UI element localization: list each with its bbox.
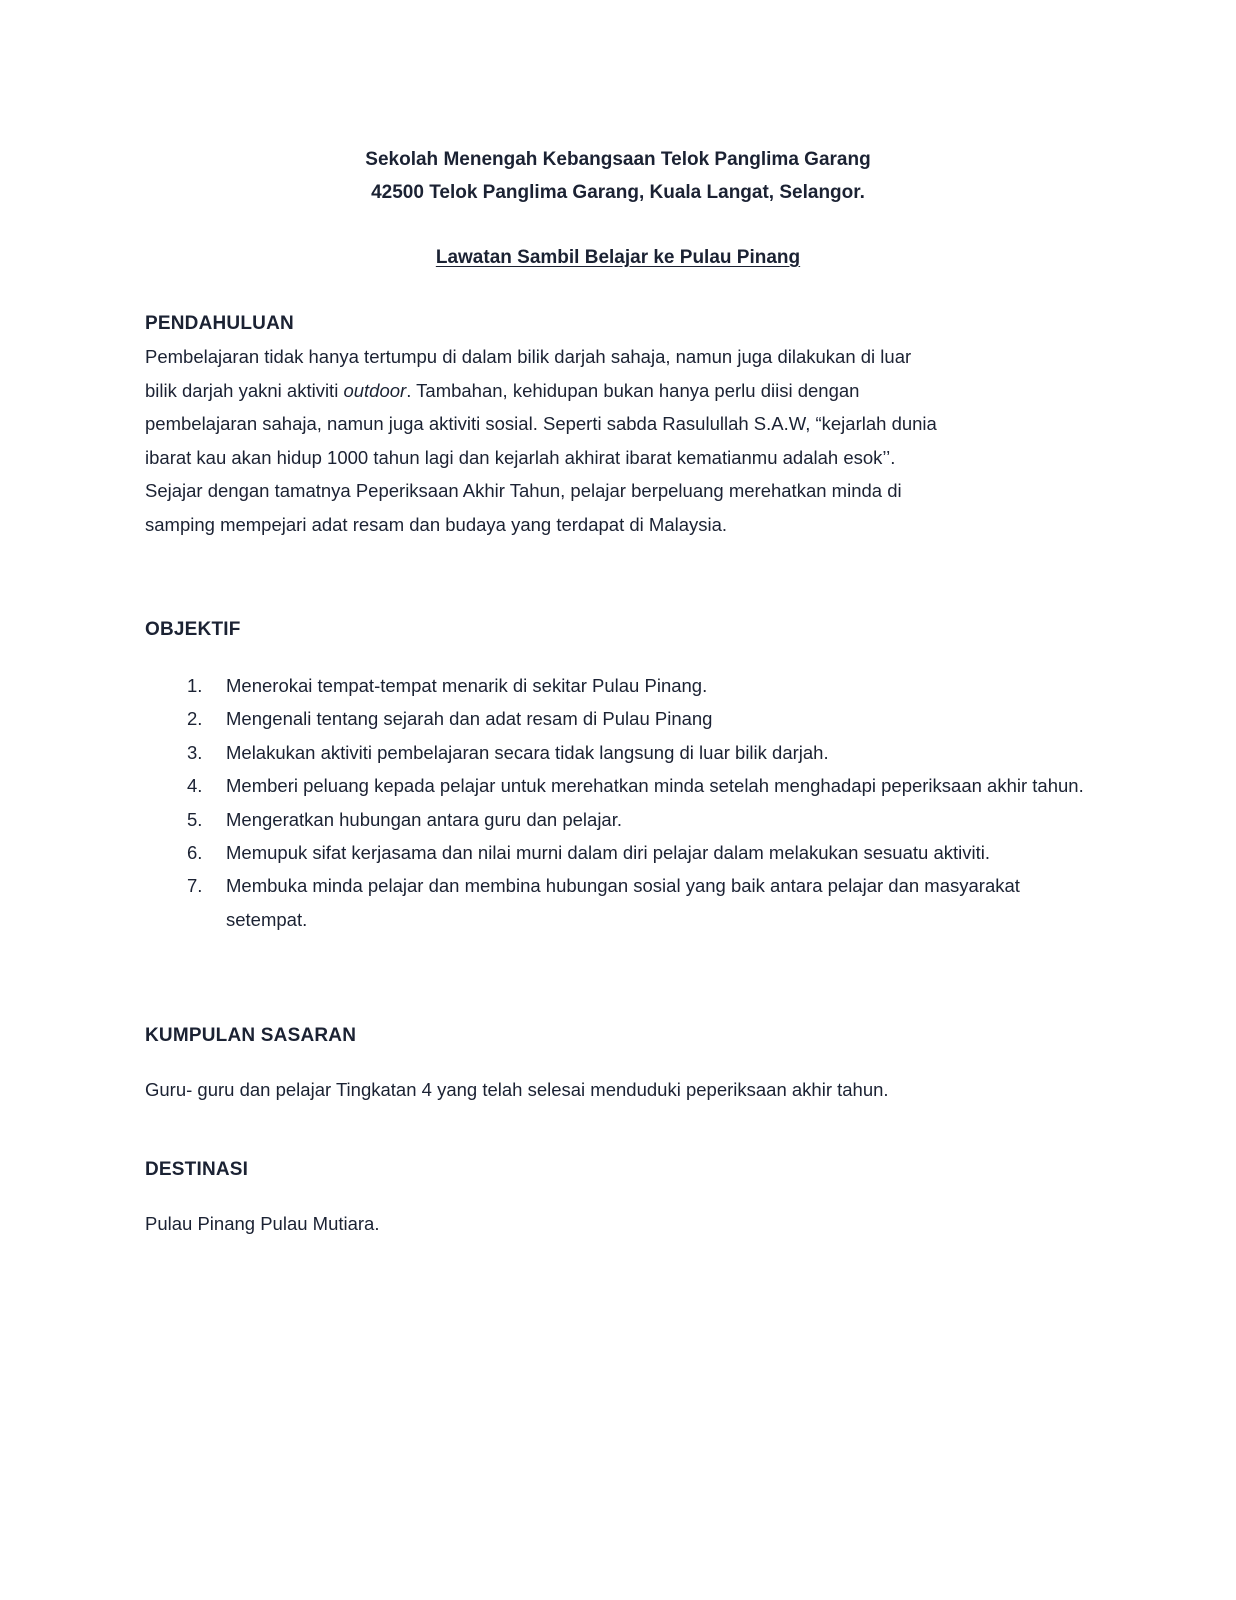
list-item-number: 6. [187, 842, 203, 864]
kumpulan-sasaran-text: Guru- guru dan pelajar Tingkatan 4 yang telah selesai menduduki peperiksaan akhir tahun. [145, 1079, 889, 1100]
outdoor-italic-term: outdoor [343, 379, 407, 401]
objektif-heading: OBJEKTIF [145, 619, 241, 640]
destinasi-heading: DESTINASI [145, 1159, 249, 1180]
list-item [145, 702, 1085, 735]
list-item-number: 4. [187, 775, 203, 797]
pendahuluan-line-3: pembelajaran sahaja, namun juga aktiviti sosial. Seperti sabda Rasulullah S.A.W, “kejarlah dunia [145, 413, 937, 435]
list-item [145, 736, 1085, 769]
pendahuluan-heading: PENDAHULUAN [145, 313, 294, 334]
list-item [145, 769, 1085, 802]
list-item-text: Mengeratkan hubungan antara guru dan pelajar. [226, 808, 622, 830]
list-item [145, 869, 1085, 936]
pendahuluan-line-5: Sejajar dengan tamatnya Peperiksaan Akhir Tahun, pelajar berpeluang merehatkan minda di [145, 480, 902, 502]
objektif-list [145, 669, 1085, 936]
list-item-number: 1. [187, 675, 203, 696]
list-item-number: 7. [187, 875, 203, 897]
list-item [145, 803, 1085, 836]
list-item-text: Memupuk sifat kerjasama dan nilai murni dalam diri pelajar dalam melakukan sesuatu aktiviti. [226, 842, 990, 864]
list-item-text: Membuka minda pelajar dan membina hubungan sosial yang baik antara pelajar dan masyarakat setempat. [226, 875, 1020, 930]
list-item-number: 2. [187, 708, 203, 730]
pendahuluan-line-6: samping mempejari adat resam dan budaya yang terdapat di Malaysia. [145, 513, 728, 535]
list-item-number: 5. [187, 808, 203, 830]
pendahuluan-line-1: Pembelajaran tidak hanya tertumpu di dalam bilik darjah sahaja, namun juga dilakukan di luar [145, 346, 912, 367]
list-item [145, 669, 1085, 702]
kumpulan-sasaran-heading: KUMPULAN SASARAN [145, 1025, 357, 1046]
school-header [0, 143, 1236, 209]
destinasi-text: Pulau Pinang Pulau Mutiara. [145, 1213, 380, 1234]
list-item-number: 3. [187, 741, 203, 763]
school-name: Sekolah Menengah Kebangsaan Telok Panglima Garang [365, 149, 871, 170]
document-title-text: Lawatan Sambil Belajar ke Pulau Pinang [435, 247, 801, 268]
pendahuluan-line-2-end: . Tambahan, kehidupan bukan hanya perlu diisi dengan [406, 379, 860, 401]
list-item [145, 836, 1085, 869]
pendahuluan-line-2 [145, 374, 1085, 408]
document-title [0, 243, 1236, 273]
list-item-text: Mengenali tentang sejarah dan adat resam di Pulau Pinang [226, 708, 713, 730]
pendahuluan-line-4: ibarat kau akan hidup 1000 tahun lagi dan kejarlah akhirat ibarat kematianmu adalah esok’’. [145, 446, 896, 468]
school-address: 42500 Telok Panglima Garang, Kuala Langat, Selangor. [371, 182, 865, 203]
pendahuluan-line-2-start: bilik darjah yakni aktiviti [145, 379, 344, 401]
list-item-text: Memberi peluang kepada pelajar untuk merehatkan minda setelah menghadapi peperiksaan akhir tahun. [226, 775, 1084, 797]
list-item-text: Melakukan aktiviti pembelajaran secara tidak langsung di luar bilik darjah. [226, 741, 829, 763]
pendahuluan-paragraph [145, 340, 1085, 542]
list-item-text: Menerokai tempat-tempat menarik di sekitar Pulau Pinang. [226, 675, 708, 696]
